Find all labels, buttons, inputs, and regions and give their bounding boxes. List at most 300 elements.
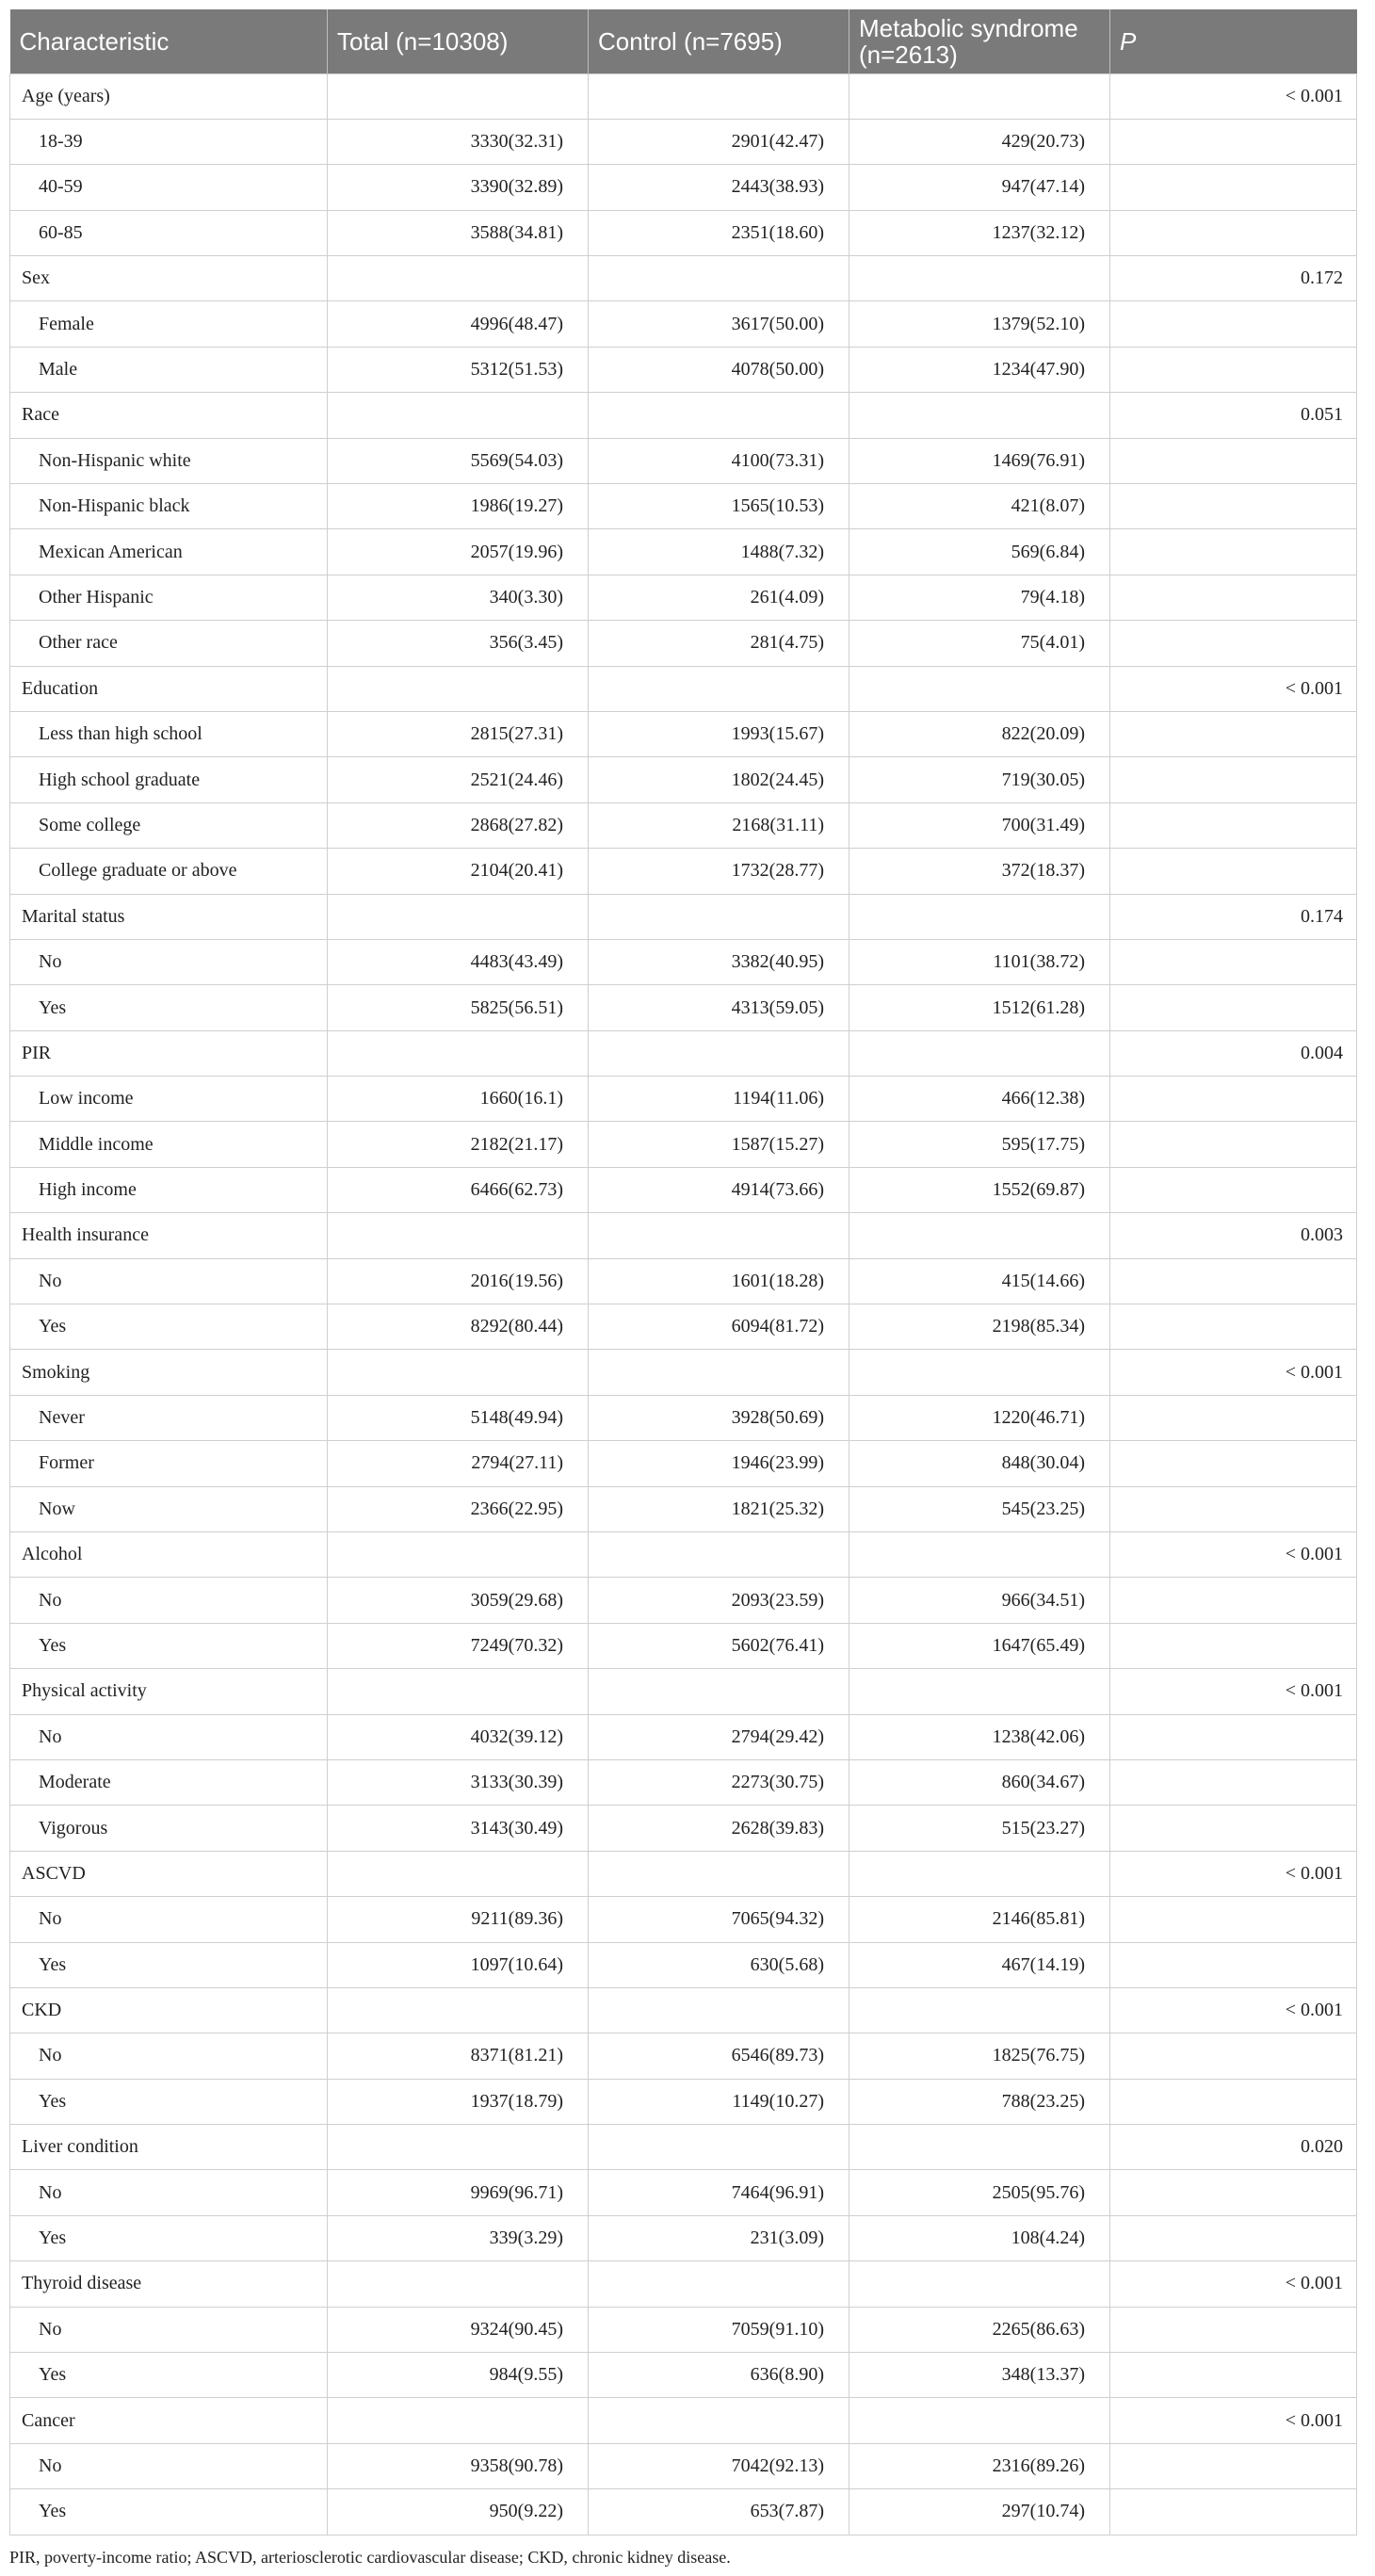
metabolic-syndrome-cell: 1552(69.87): [849, 1167, 1110, 1212]
metabolic-syndrome-cell: 515(23.27): [849, 1806, 1110, 1851]
metabolic-syndrome-cell: 372(18.37): [849, 849, 1110, 894]
p-value-cell: < 0.001: [1110, 1669, 1357, 1714]
control-cell: [589, 1669, 849, 1714]
row-label: No: [10, 2307, 328, 2352]
metabolic-syndrome-cell: [849, 1532, 1110, 1578]
group-row: [10, 1851, 1357, 1896]
total-cell: 2868(27.82): [328, 802, 589, 848]
metabolic-syndrome-cell: 108(4.24): [849, 2215, 1110, 2260]
control-cell: [589, 894, 849, 939]
row-label: CKD: [10, 1987, 328, 2033]
group-row: [10, 666, 1357, 711]
p-value-cell: [1110, 1897, 1357, 1942]
metabolic-syndrome-cell: [849, 1350, 1110, 1395]
table-row: [10, 1167, 1357, 1212]
table-row: [10, 529, 1357, 575]
table-row: [10, 119, 1357, 164]
row-label: ASCVD: [10, 1851, 328, 1896]
row-label: Yes: [10, 1942, 328, 1987]
total-cell: 3059(29.68): [328, 1578, 589, 1623]
row-label: Yes: [10, 2353, 328, 2398]
total-cell: [328, 1987, 589, 2033]
row-label: No: [10, 1897, 328, 1942]
metabolic-syndrome-cell: 719(30.05): [849, 757, 1110, 802]
total-cell: 950(9.22): [328, 2489, 589, 2535]
metabolic-syndrome-cell: [849, 1669, 1110, 1714]
group-row: [10, 2125, 1357, 2170]
metabolic-syndrome-cell: 822(20.09): [849, 711, 1110, 756]
p-value-cell: [1110, 1441, 1357, 1486]
control-cell: 1821(25.32): [589, 1486, 849, 1531]
metabolic-syndrome-cell: 966(34.51): [849, 1578, 1110, 1623]
total-cell: 6466(62.73): [328, 1167, 589, 1212]
row-label: Yes: [10, 985, 328, 1030]
total-cell: 3330(32.31): [328, 119, 589, 164]
row-label: Smoking: [10, 1350, 328, 1395]
p-value-cell: [1110, 2489, 1357, 2535]
control-cell: [589, 1532, 849, 1578]
table-row: [10, 2489, 1357, 2535]
p-value-cell: 0.003: [1110, 1213, 1357, 1258]
p-value-cell: [1110, 2307, 1357, 2352]
metabolic-syndrome-cell: 466(12.38): [849, 1077, 1110, 1122]
table-row: [10, 347, 1357, 392]
table-row: [10, 1942, 1357, 1987]
control-cell: 2093(23.59): [589, 1578, 849, 1623]
metabolic-syndrome-cell: 1469(76.91): [849, 438, 1110, 483]
control-cell: 1993(15.67): [589, 711, 849, 756]
total-cell: [328, 1213, 589, 1258]
total-cell: 9358(90.78): [328, 2443, 589, 2488]
metabolic-syndrome-cell: 2265(86.63): [849, 2307, 1110, 2352]
table-row: [10, 802, 1357, 848]
table-row: [10, 2443, 1357, 2488]
p-value-cell: [1110, 575, 1357, 620]
metabolic-syndrome-cell: 1238(42.06): [849, 1714, 1110, 1759]
row-label: Health insurance: [10, 1213, 328, 1258]
group-row: [10, 73, 1357, 119]
control-cell: [589, 666, 849, 711]
table-row: [10, 1304, 1357, 1350]
metabolic-syndrome-cell: 1825(76.75): [849, 2033, 1110, 2079]
control-cell: 2794(29.42): [589, 1714, 849, 1759]
row-label: Female: [10, 301, 328, 347]
table-row: [10, 1897, 1357, 1942]
control-cell: [589, 73, 849, 119]
p-value-cell: [1110, 1714, 1357, 1759]
row-label: Less than high school: [10, 711, 328, 756]
total-cell: 1937(18.79): [328, 2079, 589, 2124]
total-cell: 9324(90.45): [328, 2307, 589, 2352]
table-row: [10, 1759, 1357, 1805]
table-row: [10, 2170, 1357, 2215]
table-row: [10, 2353, 1357, 2398]
header-control: Control (n=7695): [589, 9, 849, 73]
metabolic-syndrome-cell: 415(14.66): [849, 1258, 1110, 1304]
metabolic-syndrome-cell: 1237(32.12): [849, 210, 1110, 255]
total-cell: 2057(19.96): [328, 529, 589, 575]
control-cell: 2351(18.60): [589, 210, 849, 255]
control-cell: 261(4.09): [589, 575, 849, 620]
group-row: [10, 1669, 1357, 1714]
p-value-cell: [1110, 1578, 1357, 1623]
p-value-cell: [1110, 2443, 1357, 2488]
p-value-cell: [1110, 1304, 1357, 1350]
metabolic-syndrome-cell: 1234(47.90): [849, 347, 1110, 392]
p-value-cell: [1110, 1122, 1357, 1167]
row-label: Education: [10, 666, 328, 711]
metabolic-syndrome-cell: 569(6.84): [849, 529, 1110, 575]
total-cell: 340(3.30): [328, 575, 589, 620]
p-value-cell: 0.051: [1110, 393, 1357, 438]
control-cell: 1488(7.32): [589, 529, 849, 575]
total-cell: 1986(19.27): [328, 484, 589, 529]
row-label: Other race: [10, 621, 328, 666]
row-label: Never: [10, 1395, 328, 1440]
p-value-cell: [1110, 2079, 1357, 2124]
row-label: Sex: [10, 256, 328, 301]
total-cell: 5825(56.51): [328, 985, 589, 1030]
control-cell: 2901(42.47): [589, 119, 849, 164]
total-cell: [328, 2125, 589, 2170]
total-cell: 3588(34.81): [328, 210, 589, 255]
control-cell: 6094(81.72): [589, 1304, 849, 1350]
metabolic-syndrome-cell: [849, 393, 1110, 438]
p-value-cell: [1110, 119, 1357, 164]
table-row: [10, 1258, 1357, 1304]
p-value-cell: < 0.001: [1110, 1532, 1357, 1578]
total-cell: 5312(51.53): [328, 347, 589, 392]
total-cell: 1660(16.1): [328, 1077, 589, 1122]
p-value-cell: [1110, 2170, 1357, 2215]
total-cell: 356(3.45): [328, 621, 589, 666]
control-cell: 2168(31.11): [589, 802, 849, 848]
control-cell: [589, 1213, 849, 1258]
p-value-cell: 0.004: [1110, 1030, 1357, 1076]
table-body: [10, 73, 1357, 2535]
group-row: [10, 1213, 1357, 1258]
row-label: Male: [10, 347, 328, 392]
p-value-cell: 0.174: [1110, 894, 1357, 939]
metabolic-syndrome-cell: 545(23.25): [849, 1486, 1110, 1531]
total-cell: 3390(32.89): [328, 165, 589, 210]
table-row: [10, 2033, 1357, 2079]
metabolic-syndrome-cell: 348(13.37): [849, 2353, 1110, 2398]
row-label: College graduate or above: [10, 849, 328, 894]
row-label: Mexican American: [10, 529, 328, 575]
control-cell: 636(8.90): [589, 2353, 849, 2398]
group-row: [10, 393, 1357, 438]
total-cell: [328, 393, 589, 438]
control-cell: [589, 1350, 849, 1395]
metabolic-syndrome-cell: [849, 2125, 1110, 2170]
control-cell: 1732(28.77): [589, 849, 849, 894]
p-value-cell: [1110, 1623, 1357, 1668]
row-label: Yes: [10, 2489, 328, 2535]
control-cell: 4078(50.00): [589, 347, 849, 392]
table-row: [10, 985, 1357, 1030]
control-cell: [589, 393, 849, 438]
metabolic-syndrome-cell: 947(47.14): [849, 165, 1110, 210]
control-cell: 2273(30.75): [589, 1759, 849, 1805]
table-row: [10, 1623, 1357, 1668]
total-cell: 9969(96.71): [328, 2170, 589, 2215]
control-cell: 231(3.09): [589, 2215, 849, 2260]
metabolic-syndrome-cell: [849, 1987, 1110, 2033]
group-row: [10, 1987, 1357, 2033]
total-cell: 4032(39.12): [328, 1714, 589, 1759]
row-label: Physical activity: [10, 1669, 328, 1714]
metabolic-syndrome-cell: 1379(52.10): [849, 301, 1110, 347]
row-label: Yes: [10, 1623, 328, 1668]
row-label: Low income: [10, 1077, 328, 1122]
total-cell: [328, 2261, 589, 2307]
p-value-cell: < 0.001: [1110, 1350, 1357, 1395]
metabolic-syndrome-cell: 700(31.49): [849, 802, 1110, 848]
control-cell: 1802(24.45): [589, 757, 849, 802]
p-value-cell: < 0.001: [1110, 2261, 1357, 2307]
total-cell: 4996(48.47): [328, 301, 589, 347]
metabolic-syndrome-cell: [849, 1851, 1110, 1896]
row-label: Other Hispanic: [10, 575, 328, 620]
p-value-cell: [1110, 1942, 1357, 1987]
total-cell: 1097(10.64): [328, 1942, 589, 1987]
p-value-cell: < 0.001: [1110, 666, 1357, 711]
p-value-cell: [1110, 621, 1357, 666]
p-value-cell: [1110, 484, 1357, 529]
table-row: [10, 1806, 1357, 1851]
control-cell: [589, 2261, 849, 2307]
control-cell: 653(7.87): [589, 2489, 849, 2535]
table-row: [10, 210, 1357, 255]
metabolic-syndrome-cell: 860(34.67): [849, 1759, 1110, 1805]
control-cell: 3382(40.95): [589, 939, 849, 984]
table-row: [10, 621, 1357, 666]
control-cell: 5602(76.41): [589, 1623, 849, 1668]
control-cell: 2443(38.93): [589, 165, 849, 210]
metabolic-syndrome-cell: 2316(89.26): [849, 2443, 1110, 2488]
control-cell: 1149(10.27): [589, 2079, 849, 2124]
metabolic-syndrome-cell: [849, 1213, 1110, 1258]
metabolic-syndrome-cell: [849, 73, 1110, 119]
header-p-value: P: [1110, 9, 1357, 73]
total-cell: [328, 1532, 589, 1578]
row-label: Now: [10, 1486, 328, 1531]
table-footnote: PIR, poverty-income ratio; ASCVD, arteriosclerotic cardiovascular disease; CKD, chronic kidney disease.: [9, 2548, 731, 2567]
total-cell: [328, 256, 589, 301]
p-value-cell: 0.172: [1110, 256, 1357, 301]
metabolic-syndrome-cell: 297(10.74): [849, 2489, 1110, 2535]
p-value-cell: [1110, 301, 1357, 347]
p-value-cell: [1110, 1806, 1357, 1851]
total-cell: 2794(27.11): [328, 1441, 589, 1486]
total-cell: [328, 1030, 589, 1076]
row-label: Marital status: [10, 894, 328, 939]
metabolic-syndrome-cell: [849, 2261, 1110, 2307]
table-row: [10, 1578, 1357, 1623]
metabolic-syndrome-cell: 75(4.01): [849, 621, 1110, 666]
metabolic-syndrome-cell: 467(14.19): [849, 1942, 1110, 1987]
metabolic-syndrome-cell: 848(30.04): [849, 1441, 1110, 1486]
metabolic-syndrome-cell: [849, 666, 1110, 711]
metabolic-syndrome-cell: 2146(85.81): [849, 1897, 1110, 1942]
control-cell: 1194(11.06): [589, 1077, 849, 1122]
control-cell: 281(4.75): [589, 621, 849, 666]
header-metabolic-syndrome: Metabolic syndrome (n=2613): [849, 9, 1110, 73]
p-value-cell: [1110, 165, 1357, 210]
row-label: Liver condition: [10, 2125, 328, 2170]
p-value-cell: 0.020: [1110, 2125, 1357, 2170]
table-row: [10, 1395, 1357, 1440]
metabolic-syndrome-cell: [849, 2398, 1110, 2443]
group-row: [10, 1350, 1357, 1395]
total-cell: 984(9.55): [328, 2353, 589, 2398]
p-value-cell: [1110, 1258, 1357, 1304]
group-row: [10, 894, 1357, 939]
group-row: [10, 2261, 1357, 2307]
table-row: [10, 757, 1357, 802]
header-characteristic: Characteristic: [10, 9, 328, 73]
total-cell: 3143(30.49): [328, 1806, 589, 1851]
p-value-cell: [1110, 1077, 1357, 1122]
control-cell: 2628(39.83): [589, 1806, 849, 1851]
row-label: No: [10, 1714, 328, 1759]
table-row: [10, 484, 1357, 529]
row-label: Yes: [10, 1304, 328, 1350]
metabolic-syndrome-cell: 1512(61.28): [849, 985, 1110, 1030]
metabolic-syndrome-cell: 788(23.25): [849, 2079, 1110, 2124]
row-label: Vigorous: [10, 1806, 328, 1851]
control-cell: [589, 2125, 849, 2170]
p-value-cell: [1110, 438, 1357, 483]
p-value-cell: < 0.001: [1110, 2398, 1357, 2443]
table-row: [10, 2307, 1357, 2352]
header-total: Total (n=10308): [328, 9, 589, 73]
table-header: [10, 9, 1357, 73]
table-row: [10, 939, 1357, 984]
total-cell: 4483(43.49): [328, 939, 589, 984]
control-cell: 1946(23.99): [589, 1441, 849, 1486]
total-cell: 2815(27.31): [328, 711, 589, 756]
p-value-cell: [1110, 802, 1357, 848]
total-cell: 2521(24.46): [328, 757, 589, 802]
control-cell: 1601(18.28): [589, 1258, 849, 1304]
control-cell: 4100(73.31): [589, 438, 849, 483]
table-row: [10, 849, 1357, 894]
control-cell: 1565(10.53): [589, 484, 849, 529]
row-label: Alcohol: [10, 1532, 328, 1578]
row-label: No: [10, 2033, 328, 2079]
control-cell: 7059(91.10): [589, 2307, 849, 2352]
p-value-cell: [1110, 711, 1357, 756]
metabolic-syndrome-cell: [849, 894, 1110, 939]
metabolic-syndrome-cell: 1220(46.71): [849, 1395, 1110, 1440]
row-label: Middle income: [10, 1122, 328, 1167]
p-value-cell: [1110, 985, 1357, 1030]
p-value-cell: [1110, 529, 1357, 575]
header-row: [10, 9, 1357, 73]
row-label: Cancer: [10, 2398, 328, 2443]
total-cell: [328, 73, 589, 119]
table-container: [9, 9, 1356, 2535]
table-row: [10, 1077, 1357, 1122]
total-cell: 2366(22.95): [328, 1486, 589, 1531]
row-label: Moderate: [10, 1759, 328, 1805]
row-label: High school graduate: [10, 757, 328, 802]
row-label: Some college: [10, 802, 328, 848]
p-value-cell: [1110, 210, 1357, 255]
table-row: [10, 1441, 1357, 1486]
total-cell: 3133(30.39): [328, 1759, 589, 1805]
table-row: [10, 2079, 1357, 2124]
row-label: No: [10, 1578, 328, 1623]
p-value-cell: [1110, 1759, 1357, 1805]
p-value-cell: [1110, 1167, 1357, 1212]
table-row: [10, 438, 1357, 483]
metabolic-syndrome-cell: [849, 1030, 1110, 1076]
table-row: [10, 2215, 1357, 2260]
total-cell: 8371(81.21): [328, 2033, 589, 2079]
total-cell: 2104(20.41): [328, 849, 589, 894]
control-cell: 4313(59.05): [589, 985, 849, 1030]
row-label: No: [10, 1258, 328, 1304]
row-label: 18-39: [10, 119, 328, 164]
table-row: [10, 165, 1357, 210]
control-cell: [589, 2398, 849, 2443]
control-cell: [589, 256, 849, 301]
metabolic-syndrome-cell: 2505(95.76): [849, 2170, 1110, 2215]
control-cell: 1587(15.27): [589, 1122, 849, 1167]
metabolic-syndrome-cell: 429(20.73): [849, 119, 1110, 164]
metabolic-syndrome-cell: [849, 256, 1110, 301]
p-value-cell: < 0.001: [1110, 1851, 1357, 1896]
row-label: High income: [10, 1167, 328, 1212]
table-row: [10, 1486, 1357, 1531]
p-value-cell: [1110, 939, 1357, 984]
characteristics-table: [9, 9, 1357, 2535]
table-row: [10, 301, 1357, 347]
metabolic-syndrome-cell: 1101(38.72): [849, 939, 1110, 984]
control-cell: 7065(94.32): [589, 1897, 849, 1942]
total-cell: [328, 894, 589, 939]
control-cell: 7464(96.91): [589, 2170, 849, 2215]
p-value-cell: [1110, 2353, 1357, 2398]
row-label: Age (years): [10, 73, 328, 119]
p-value-cell: < 0.001: [1110, 1987, 1357, 2033]
control-cell: 6546(89.73): [589, 2033, 849, 2079]
row-label: Non-Hispanic white: [10, 438, 328, 483]
group-row: [10, 2398, 1357, 2443]
control-cell: 3617(50.00): [589, 301, 849, 347]
row-label: Yes: [10, 2079, 328, 2124]
total-cell: 5569(54.03): [328, 438, 589, 483]
row-label: 40-59: [10, 165, 328, 210]
row-label: Race: [10, 393, 328, 438]
total-cell: 2016(19.56): [328, 1258, 589, 1304]
control-cell: 3928(50.69): [589, 1395, 849, 1440]
row-label: Former: [10, 1441, 328, 1486]
metabolic-syndrome-cell: 1647(65.49): [849, 1623, 1110, 1668]
p-value-cell: [1110, 1395, 1357, 1440]
total-cell: [328, 666, 589, 711]
total-cell: 2182(21.17): [328, 1122, 589, 1167]
p-value-cell: [1110, 757, 1357, 802]
group-row: [10, 1030, 1357, 1076]
control-cell: 4914(73.66): [589, 1167, 849, 1212]
row-label: PIR: [10, 1030, 328, 1076]
total-cell: [328, 1669, 589, 1714]
p-value-cell: [1110, 849, 1357, 894]
